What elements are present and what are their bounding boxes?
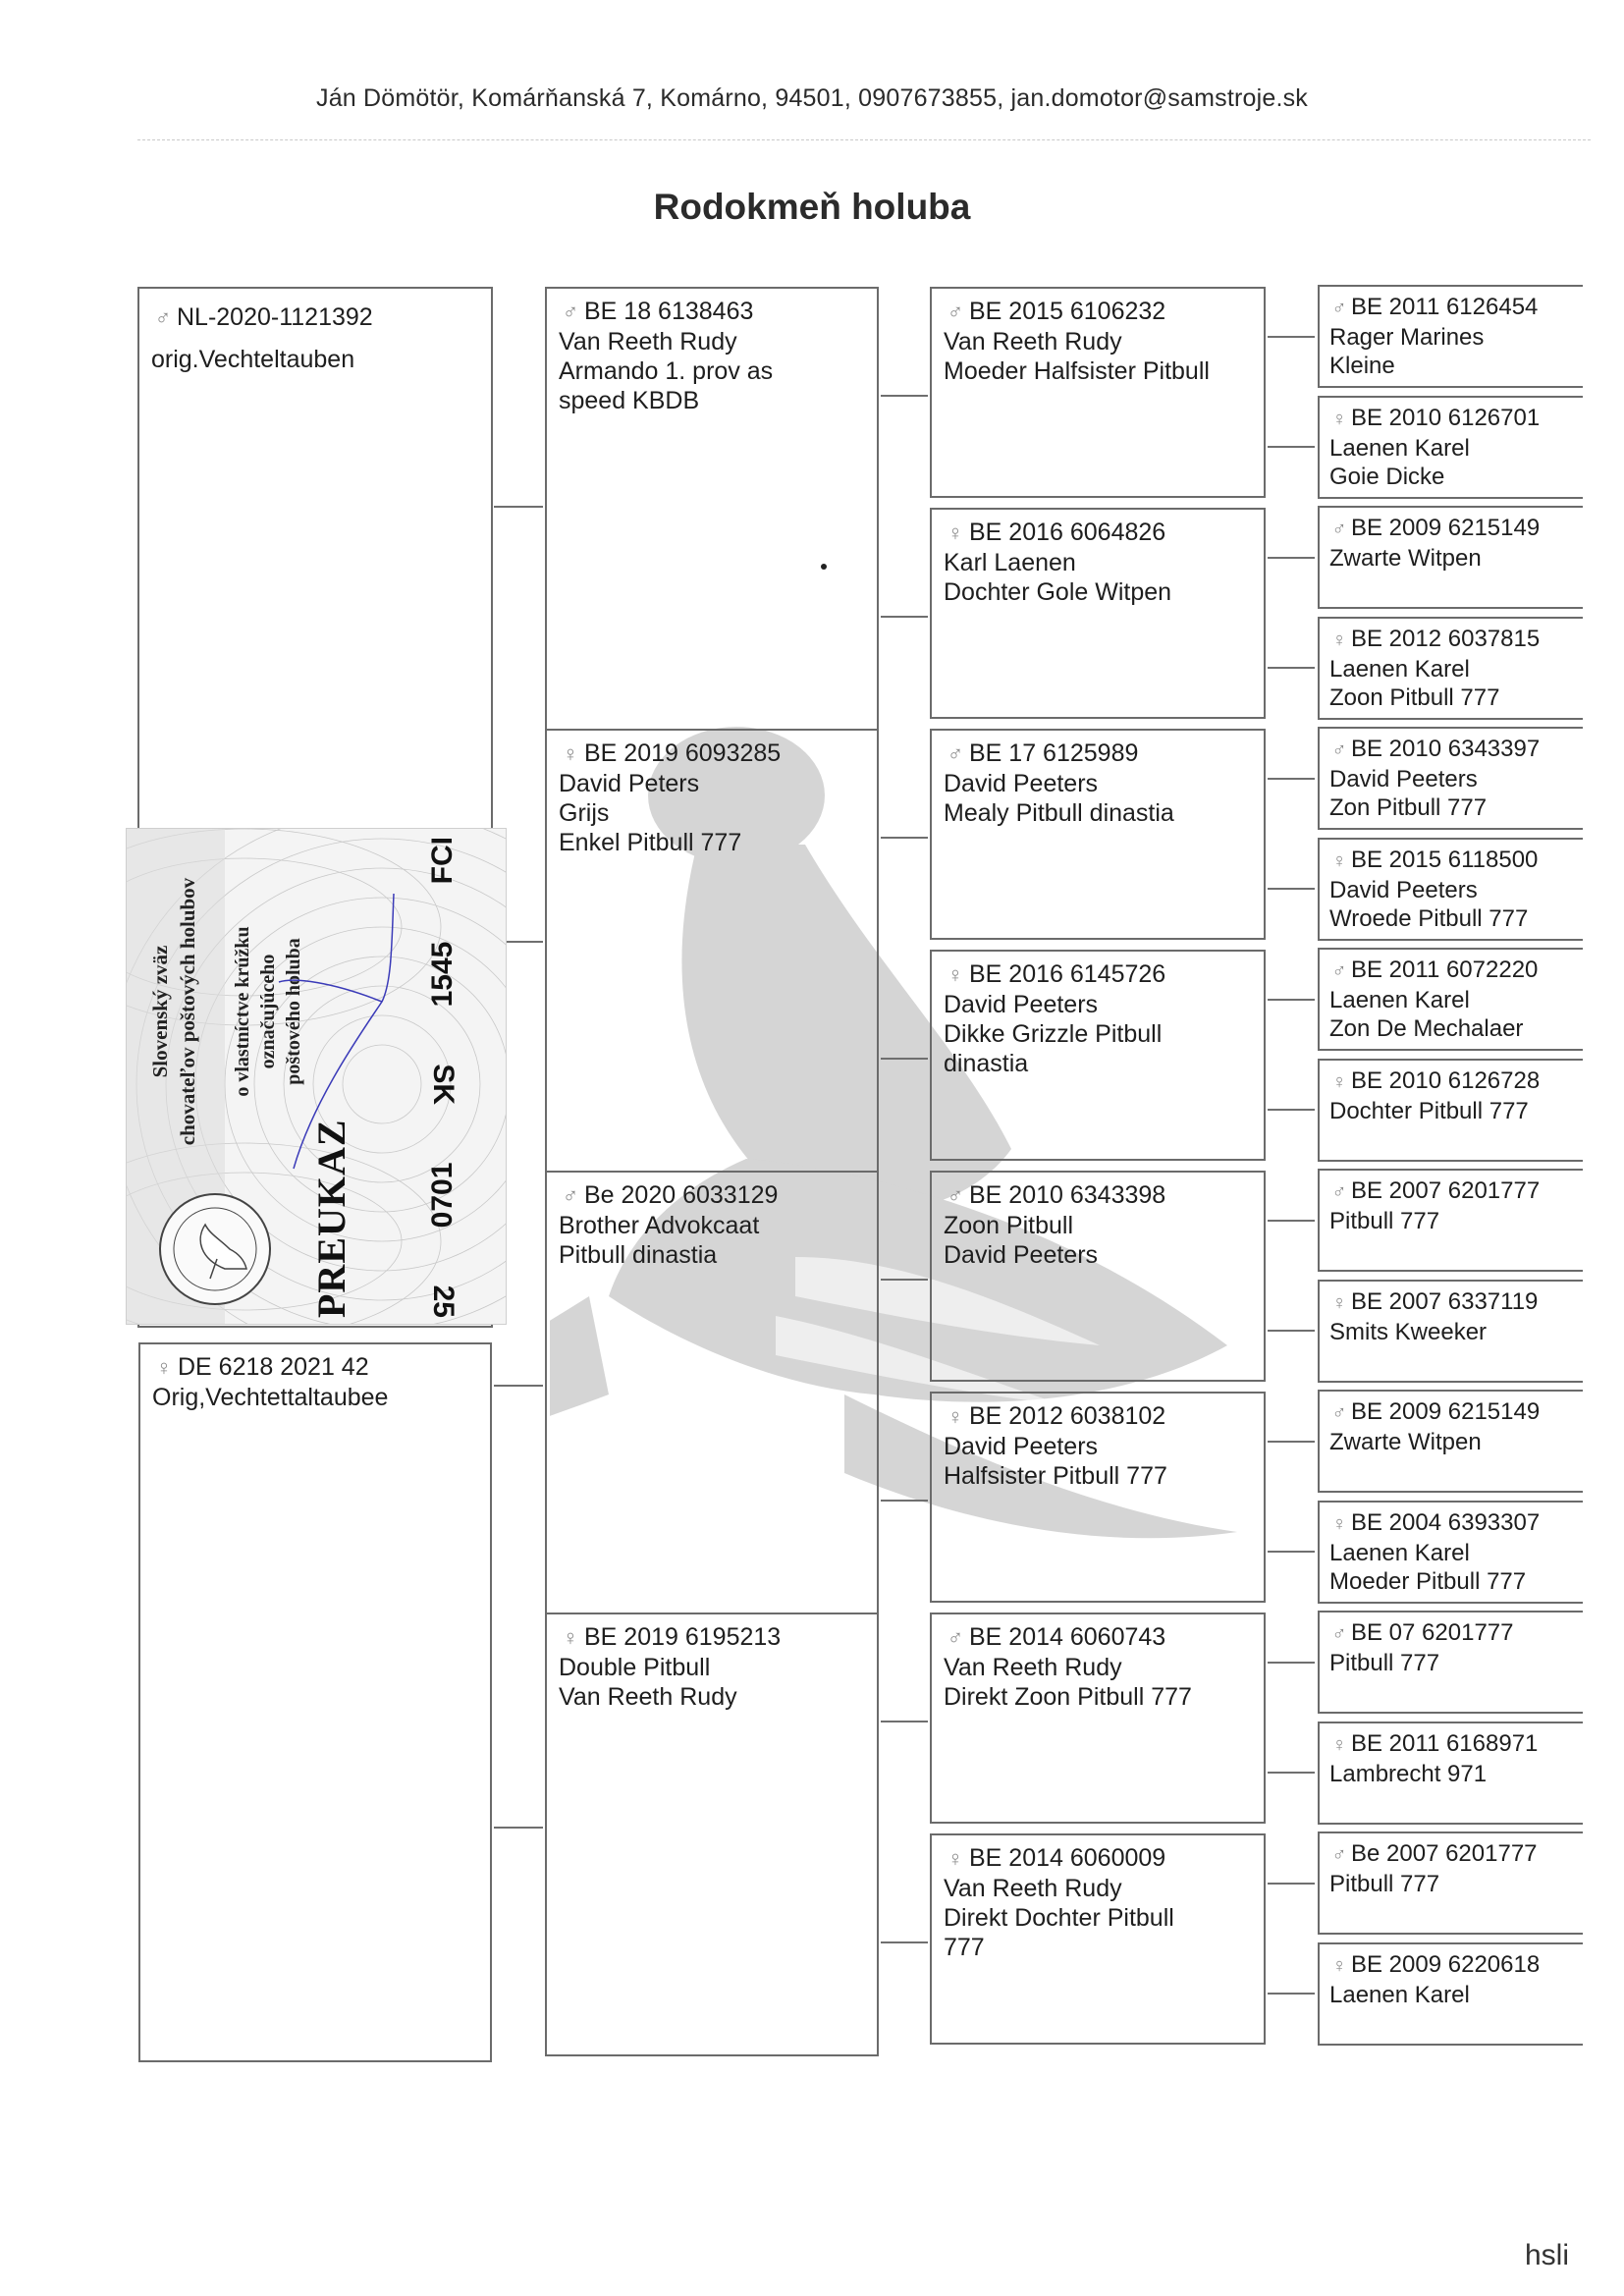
- pedigree-entry-line: dinastia: [944, 1050, 1029, 1077]
- pedigree-entry-ring: ♀ BE 2012 6038102: [944, 1401, 1254, 1432]
- female-icon: ♀: [1331, 629, 1347, 651]
- pedigree-entry-line: orig.Vechteltauben: [151, 346, 355, 373]
- pedigree-great-grandparent-box: [930, 287, 1266, 498]
- pedigree-connector: [881, 616, 928, 618]
- pedigree-great-great-grandparent-box: [1318, 1611, 1583, 1714]
- pedigree-great-great-grandparent-box: [1318, 396, 1583, 499]
- pedigree-great-great-grandparent-box: [1318, 1501, 1583, 1604]
- pedigree-entry-ring: ♂ BE 2015 6106232: [944, 297, 1254, 327]
- ring-org: FCI: [426, 837, 459, 885]
- pedigree-great-grandparent-box: [930, 729, 1266, 940]
- pedigree-entry-line: Van Reeth Rudy: [944, 328, 1122, 355]
- female-icon: ♀: [947, 962, 964, 987]
- pedigree-great-great-grandparent-box: [1318, 1059, 1583, 1162]
- pedigree-entry-line: Brother Advokcaat: [559, 1212, 760, 1239]
- pedigree-entry-line: Kleine: [1329, 353, 1395, 379]
- male-icon: ♂: [1331, 1402, 1347, 1424]
- pedigree-connector: [1268, 1993, 1315, 1995]
- pedigree-connector: [881, 1279, 928, 1281]
- card-content: [127, 829, 507, 1325]
- pedigree-great-great-grandparent-box: [1318, 1169, 1583, 1272]
- pedigree-entry-line: Lambrecht 971: [1329, 1760, 1488, 1787]
- male-icon: ♂: [947, 741, 964, 766]
- pedigree-entry-ring: ♂ BE 07 6201777: [1329, 1618, 1577, 1649]
- pedigree-entry-line: Zoon Pitbull 777: [1329, 683, 1500, 711]
- pedigree-entry-ring: ♂ BE 18 6138463: [559, 297, 867, 327]
- pedigree-connector: [1268, 336, 1315, 338]
- pedigree-great-great-grandparent-box: [1318, 1942, 1583, 2046]
- pedigree-great-great-grandparent-box: [1318, 506, 1583, 609]
- pedigree-entry-ring: ♀ BE 2004 6393307: [1329, 1508, 1577, 1539]
- pedigree-connector: [1268, 557, 1315, 559]
- pedigree-entry-line: Dikke Grizzle Pitbull: [944, 1020, 1163, 1048]
- pedigree-entry-line: Orig,Vechtettaltaubee: [152, 1384, 389, 1411]
- pedigree-entry-ring: ♀ BE 2010 6126728: [1329, 1066, 1577, 1097]
- pedigree-great-grandparent-box: [930, 1171, 1266, 1382]
- card-subtitle: o vlastníctve krúžku označujúceho poštového holuba: [232, 926, 304, 1097]
- male-icon: ♂: [1331, 960, 1347, 982]
- pedigree-connector: [1268, 1662, 1315, 1664]
- pedigree-great-great-grandparent-box: [1318, 1280, 1583, 1383]
- pedigree-great-great-grandparent-box: [1318, 838, 1583, 941]
- header-divider: [137, 139, 1591, 140]
- pedigree-entry-line: Grijs: [559, 799, 610, 827]
- pedigree-entry-ring: ♀ BE 2010 6126701: [1329, 404, 1577, 434]
- pedigree-entry-line: Zon Pitbull 777: [1329, 794, 1488, 821]
- pedigree-connector: [494, 506, 543, 508]
- ring-year: 25: [427, 1285, 460, 1318]
- pedigree-connector: [494, 1827, 543, 1829]
- pedigree-entry-line: 777: [944, 1934, 985, 1961]
- page-title: Rodokmeň holuba: [653, 187, 971, 227]
- pedigree-entry-line: Armando 1. prov as: [559, 357, 774, 385]
- male-icon: ♂: [1331, 519, 1347, 540]
- pedigree-connector: [1268, 778, 1315, 780]
- pedigree-connector: [1268, 1109, 1315, 1111]
- pedigree-entry-line: Halfsister Pitbull 777: [944, 1462, 1167, 1490]
- pedigree-entry-ring: ♂ BE 2010 6343398: [944, 1180, 1254, 1211]
- pedigree-entry-line: David Peeters: [1329, 876, 1478, 903]
- female-icon: ♀: [947, 1846, 964, 1871]
- male-icon: ♂: [1331, 1844, 1347, 1866]
- pedigree-connector: [881, 1721, 928, 1722]
- footer-initials: hsli: [1525, 2239, 1570, 2271]
- pedigree-dam-box: [138, 1342, 492, 2062]
- pedigree-entry-line: Pitbull 777: [1329, 1650, 1440, 1676]
- pedigree-entry-ring: ♂ BE 2007 6201777: [1329, 1176, 1577, 1207]
- female-icon: ♀: [1331, 1070, 1347, 1093]
- pedigree-connector: [1268, 667, 1315, 669]
- breeder-contact: Ján Dömötör, Komárňanská 7, Komárno, 94501, 0907673855, jan.domotor@samstroje.sk: [316, 84, 1308, 112]
- pedigree-entry-line: Zoon Pitbull: [944, 1212, 1074, 1239]
- male-icon: ♂: [1331, 1181, 1347, 1203]
- pedigree-connector: [881, 395, 928, 397]
- male-icon: ♂: [1331, 739, 1347, 761]
- pedigree-entry-line: Laenen Karel: [1329, 434, 1470, 462]
- pedigree-entry-ring: ♂ BE 2009 6215149: [1329, 514, 1577, 544]
- pedigree-great-great-grandparent-box: [1318, 285, 1583, 388]
- female-icon: ♀: [155, 1355, 173, 1380]
- pedigree-connector: [881, 1500, 928, 1502]
- pedigree-connector: [494, 1385, 543, 1387]
- pedigree-grandparent-box: [545, 729, 879, 1173]
- pedigree-entry-ring: ♀ DE 6218 2021 42: [152, 1352, 480, 1383]
- pedigree-entry-line: speed KBDB: [559, 387, 700, 414]
- pedigree-entry-line: Pitbull 777: [1329, 1208, 1440, 1234]
- pedigree-entry-ring: ♂ Be 2020 6033129: [559, 1180, 867, 1211]
- male-icon: ♂: [947, 300, 964, 324]
- pedigree-entry-line: Moeder Halfsister Pitbull: [944, 357, 1210, 385]
- pedigree-entry-ring: ♂ BE 2011 6072220: [1329, 956, 1577, 986]
- pedigree-connector: [1268, 999, 1315, 1001]
- pedigree-grandparent-box: [545, 1171, 879, 1614]
- pedigree-connector: [881, 1058, 928, 1060]
- male-icon: ♂: [1331, 298, 1347, 319]
- pedigree-great-grandparent-box: [930, 508, 1266, 719]
- pedigree-entry-line: Smits Kweeker: [1329, 1318, 1488, 1345]
- pedigree-entry-line: Dochter Gole Witpen: [944, 578, 1172, 606]
- pedigree-entry-ring: ♀ BE 2016 6145726: [944, 959, 1254, 990]
- pedigree-entry-line: Laenen Karel: [1329, 1539, 1470, 1566]
- male-icon: ♂: [154, 305, 172, 330]
- pedigree-entry-ring: ♂ NL-2020-1121392: [151, 297, 481, 339]
- pedigree-entry-line: Pitbull dinastia: [559, 1241, 718, 1269]
- male-icon: ♂: [947, 1625, 964, 1650]
- female-icon: ♀: [1331, 1954, 1347, 1977]
- pedigree-entry-line: Zon De Mechalaer: [1329, 1015, 1524, 1042]
- pedigree-entry-line: David Peters: [559, 770, 700, 797]
- pedigree-entry-ring: ♀ BE 2014 6060009: [944, 1843, 1254, 1874]
- pedigree-connector: [1268, 1883, 1315, 1885]
- pedigree-great-great-grandparent-box: [1318, 727, 1583, 830]
- pedigree-great-great-grandparent-box: [1318, 948, 1583, 1051]
- pedigree-entry-line: Van Reeth Rudy: [559, 328, 737, 355]
- pedigree-great-great-grandparent-box: [1318, 1831, 1583, 1935]
- scan-speck: [821, 564, 827, 570]
- pedigree-entry-ring: ♂ Be 2007 6201777: [1329, 1839, 1577, 1870]
- female-icon: ♀: [1331, 849, 1347, 872]
- card-organization: Slovenský zväz chovateľov poštových holubov: [148, 877, 199, 1146]
- pedigree-entry-line: Laenen Karel: [1329, 1981, 1470, 2008]
- pedigree-entry-ring: ♀ BE 2007 6337119: [1329, 1287, 1577, 1318]
- pedigree-entry-line: David Peeters: [944, 770, 1099, 797]
- female-icon: ♀: [1331, 1733, 1347, 1756]
- pedigree-entry-ring: ♂ BE 17 6125989: [944, 738, 1254, 769]
- pedigree-entry-ring: ♂ BE 2009 6215149: [1329, 1397, 1577, 1428]
- pedigree-entry-ring: ♀ BE 2019 6093285: [559, 738, 867, 769]
- female-icon: ♀: [947, 1404, 964, 1429]
- pedigree-entry-line: Laenen Karel: [1329, 655, 1470, 683]
- female-icon: ♀: [562, 741, 579, 766]
- pedigree-great-grandparent-box: [930, 950, 1266, 1161]
- pedigree-entry-ring: ♂ BE 2011 6126454: [1329, 293, 1577, 323]
- pedigree-entry-ring: ♀ BE 2009 6220618: [1329, 1950, 1577, 1981]
- pedigree-entry-line: Goie Dicke: [1329, 463, 1445, 490]
- pedigree-entry-ring: ♀ BE 2015 6118500: [1329, 846, 1577, 876]
- pedigree-connector: [1268, 1441, 1315, 1443]
- pedigree-entry-line: David Peeters: [944, 1433, 1099, 1460]
- pedigree-entry-line: Mealy Pitbull dinastia: [944, 799, 1174, 827]
- pedigree-connector: [1268, 446, 1315, 448]
- pedigree-grandparent-box: [545, 287, 879, 731]
- signature-icon: [274, 884, 451, 1178]
- pedigree-entry-line: Pitbull 777: [1329, 1871, 1440, 1897]
- pedigree-connector: [881, 837, 928, 839]
- pedigree-connector: [1268, 1551, 1315, 1553]
- pedigree-entry-line: Double Pitbull: [559, 1654, 711, 1681]
- pedigree-connector: [1268, 888, 1315, 890]
- pedigree-entry-line: Direkt Zoon Pitbull 777: [944, 1683, 1192, 1711]
- pedigree-entry-line: Laenen Karel: [1329, 987, 1470, 1013]
- pedigree-great-great-grandparent-box: [1318, 1722, 1583, 1825]
- pedigree-entry-line: Direkt Dochter Pitbull: [944, 1904, 1174, 1932]
- female-icon: ♀: [1331, 1512, 1347, 1535]
- pedigree-entry-line: Van Reeth Rudy: [944, 1875, 1122, 1902]
- pedigree-entry-ring: ♀ BE 2019 6195213: [559, 1622, 867, 1653]
- pedigree-entry-line: David Peeters: [944, 991, 1099, 1018]
- pedigree-entry-line: Van Reeth Rudy: [944, 1654, 1122, 1681]
- pedigree-grandparent-box: [545, 1613, 879, 2056]
- ring-serial: 1545: [426, 941, 459, 1008]
- pedigree-great-great-grandparent-box: [1318, 617, 1583, 720]
- female-icon: ♀: [947, 520, 964, 545]
- pedigree-connector: [1268, 1772, 1315, 1774]
- pedigree-entry-line: Dochter Pitbull 777: [1329, 1097, 1529, 1124]
- pedigree-entry-ring: ♀ BE 2011 6168971: [1329, 1729, 1577, 1760]
- organization-logo-icon: [156, 1190, 274, 1308]
- pedigree-entry-ring: ♂ BE 2014 6060743: [944, 1622, 1254, 1653]
- pedigree-connector: [881, 1941, 928, 1943]
- pedigree-great-great-grandparent-box: [1318, 1390, 1583, 1493]
- male-icon: ♂: [1331, 1623, 1347, 1645]
- pedigree-connector: [1268, 1330, 1315, 1332]
- pedigree-entry-line: Zwarte Witpen: [1329, 545, 1482, 572]
- pedigree-entry-line: Zwarte Witpen: [1329, 1429, 1482, 1455]
- male-icon: ♂: [947, 1183, 964, 1208]
- pedigree-entry-line: Moeder Pitbull 777: [1329, 1567, 1527, 1595]
- female-icon: ♀: [562, 1625, 579, 1650]
- pedigree-entry-line: David Peeters: [944, 1241, 1099, 1269]
- female-icon: ♀: [1331, 408, 1347, 430]
- ring-club: 0701: [426, 1162, 459, 1229]
- ring-country: SK: [427, 1064, 460, 1106]
- card-title: PREUKAZ: [309, 1119, 353, 1318]
- pedigree-entry-line: Enkel Pitbull 777: [559, 829, 742, 856]
- pedigree-entry-line: Rager Marines: [1329, 324, 1485, 351]
- pedigree-great-grandparent-box: [930, 1392, 1266, 1603]
- pedigree-connector: [1268, 1220, 1315, 1222]
- female-icon: ♀: [1331, 1291, 1347, 1314]
- pedigree-entry-line: Wroede Pitbull 777: [1329, 904, 1529, 932]
- male-icon: ♂: [562, 1183, 579, 1208]
- pedigree-entry-ring: ♀ BE 2012 6037815: [1329, 625, 1577, 655]
- pedigree-great-grandparent-box: [930, 1833, 1266, 2045]
- pedigree-entry-line: Van Reeth Rudy: [559, 1683, 737, 1711]
- pedigree-great-grandparent-box: [930, 1613, 1266, 1824]
- ownership-card: [126, 828, 507, 1325]
- pedigree-entry-ring: ♂ BE 2010 6343397: [1329, 735, 1577, 765]
- pedigree-entry-line: Karl Laenen: [944, 549, 1076, 576]
- pedigree-entry-ring: ♀ BE 2016 6064826: [944, 518, 1254, 548]
- male-icon: ♂: [562, 300, 579, 324]
- pedigree-entry-line: David Peeters: [1329, 766, 1478, 793]
